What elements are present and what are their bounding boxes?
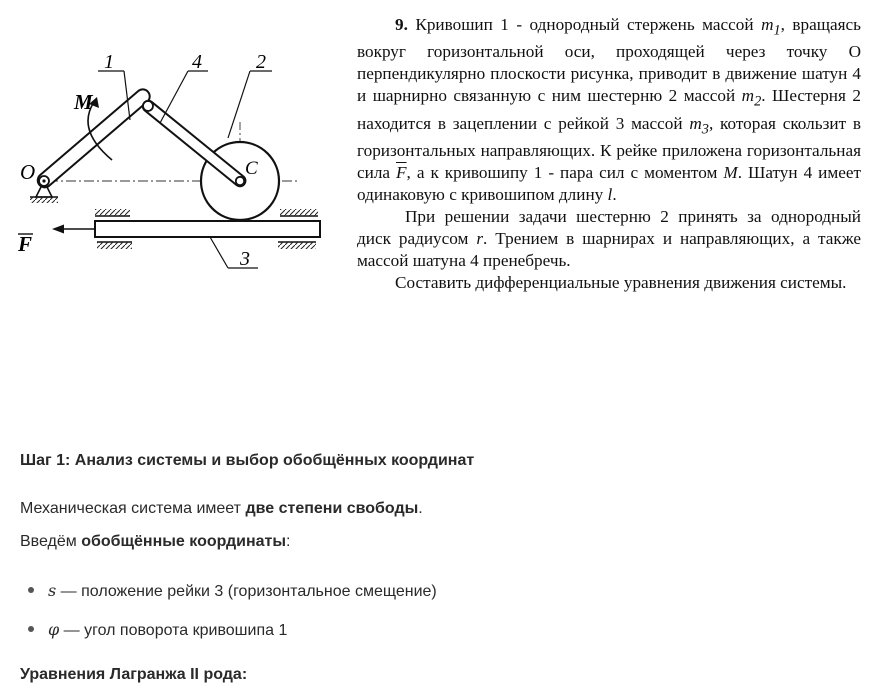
list-item: s — положение рейки 3 (горизонтальное смещение) bbox=[28, 581, 437, 601]
lower-guide-left bbox=[97, 242, 132, 249]
problem-statement bbox=[357, 14, 861, 294]
upper-guide-left bbox=[95, 209, 130, 216]
label-gear: 2 bbox=[256, 51, 266, 73]
force-arrow-head bbox=[52, 225, 64, 234]
rack-bar bbox=[95, 221, 320, 237]
problem-paragraph-1: 9. Кривошип 1 - однородный стержень массой $m_1$, вращаясь вокруг горизонтальной оси, проходящей через точку О перпендикулярно плоскости рисунка, приводит в движение шатун 4 и шарнирно связанную с ним шестерню 2 массой $m_2$. Шестерня 2 находится в зацеплении с рейкой 3 массой $m_3$, которая скользит в горизонтальных направляющих. К рейке приложена горизонтальная сила $\overline{F}$, а к кривошипу 1 - пара сил с моментом M. Шатун 4 имеет одинаковую с кривошипом длину l. bbox=[357, 15, 861, 205]
label-force: F bbox=[18, 232, 33, 256]
gear-center-joint bbox=[236, 177, 244, 185]
force-symbol: $\overline{F}$ bbox=[396, 163, 407, 183]
upper-guide-right bbox=[280, 209, 318, 216]
list-item: φ — угол поворота кривошипа 1 bbox=[28, 620, 287, 640]
label-pivot: O bbox=[20, 160, 36, 184]
problem-paragraph-3: Составить дифференциальные уравнения движения системы. bbox=[395, 273, 847, 293]
problem-number: 9. bbox=[395, 15, 408, 34]
label-rack: 3 bbox=[240, 248, 250, 270]
problem-paragraph-2: При решении задачи шестерню 2 принять за однородный диск радиусом r. Трением в шарнирах и направляющих, а также массой шатуна 4 пренебречь. bbox=[357, 207, 861, 271]
lower-guide-right bbox=[278, 242, 316, 249]
dof-line: Механическая система имеет две степени свободы. bbox=[20, 500, 423, 517]
label-rod: 4 bbox=[192, 51, 202, 73]
label-center: C bbox=[245, 158, 258, 179]
lagrange-heading: Уравнения Лагранжа II рода: bbox=[20, 666, 248, 683]
crank-rod-joint bbox=[143, 101, 153, 111]
bullet-icon bbox=[28, 587, 34, 593]
mechanism-figure bbox=[0, 40, 340, 300]
label-crank: 1 bbox=[104, 51, 114, 73]
bullet-icon bbox=[28, 626, 34, 632]
label-moment: M bbox=[74, 90, 93, 114]
step1-heading: Шаг 1: Анализ системы и выбор обобщённых координат bbox=[20, 452, 475, 469]
coords-line: Введём обобщённые координаты: bbox=[20, 533, 291, 550]
